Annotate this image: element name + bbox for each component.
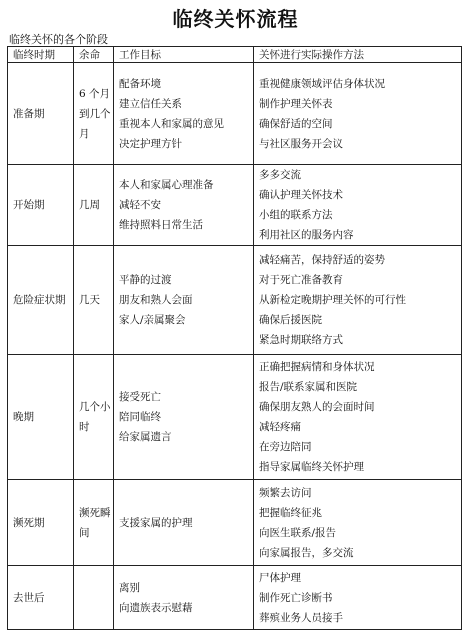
method-item: 确保后援医院 bbox=[259, 314, 322, 326]
method-item: 确保朋友熟人的会面时间 bbox=[259, 401, 375, 413]
method-item: 指导家属临终关怀护理 bbox=[259, 461, 364, 473]
header-work-goal: 工作目标 bbox=[114, 47, 254, 63]
method-item: 制作护理关怀表 bbox=[259, 97, 333, 110]
method-cell bbox=[254, 165, 462, 246]
table-row bbox=[8, 165, 462, 246]
life-text: 时 bbox=[79, 421, 90, 433]
life-text: 月 bbox=[79, 127, 90, 140]
method-item: 确保舒适的空间 bbox=[259, 117, 333, 130]
method-item: 小组的联系方法 bbox=[259, 209, 333, 221]
life-text: 6 个月 bbox=[79, 87, 111, 100]
goal-item: 朋友和熟人会面 bbox=[119, 294, 193, 306]
life-cell bbox=[74, 566, 114, 630]
method-item: 向家属报告，多交流 bbox=[259, 546, 354, 559]
period-label: 危险症状期 bbox=[13, 294, 66, 306]
method-item: 向医生联系/报告 bbox=[259, 526, 337, 539]
table-row bbox=[8, 63, 462, 165]
goal-item: 给家属遗言 bbox=[119, 431, 172, 443]
life-text: 几周 bbox=[79, 199, 100, 211]
method-cell bbox=[254, 246, 462, 355]
method-item: 减轻疼痛 bbox=[259, 421, 301, 433]
method-item: 制作死亡诊断书 bbox=[259, 591, 333, 604]
method-item: 减轻痛苦，保持舒适的姿势 bbox=[259, 254, 385, 266]
method-item: 紧急时期联络方式 bbox=[259, 334, 343, 346]
period-cell bbox=[8, 63, 74, 165]
period-cell bbox=[8, 566, 74, 630]
life-cell bbox=[74, 480, 114, 566]
period-cell bbox=[8, 355, 74, 480]
method-item: 利用社区的服务内容 bbox=[259, 229, 354, 241]
table-row bbox=[8, 480, 462, 566]
method-item: 多多交流 bbox=[259, 169, 301, 181]
goal-item: 向遗族表示慰藉 bbox=[119, 601, 193, 614]
goal-cell bbox=[114, 566, 254, 630]
goal-item: 建立信任关系 bbox=[119, 97, 182, 110]
page-title: 临终关怀流程 bbox=[172, 7, 299, 31]
hospice-stages-table bbox=[7, 46, 462, 630]
header-care-method: 关怀进行实际操作方法 bbox=[254, 47, 462, 63]
life-text: 濒死瞬 bbox=[79, 506, 111, 519]
life-text: 几天 bbox=[79, 294, 100, 306]
period-cell bbox=[8, 480, 74, 566]
table-row bbox=[8, 246, 462, 355]
method-item: 在旁边陪同 bbox=[259, 441, 312, 453]
method-item: 与社区服务开会议 bbox=[259, 137, 343, 150]
method-item: 从新检定晚期护理关怀的可行性 bbox=[259, 294, 406, 306]
header-period: 临终时期 bbox=[8, 47, 74, 63]
method-item: 频繁去访问 bbox=[259, 486, 312, 499]
goal-cell bbox=[114, 63, 254, 165]
period-cell bbox=[8, 165, 74, 246]
table-caption: 临终关怀的各个阶段 bbox=[9, 33, 108, 46]
goal-item: 离别 bbox=[119, 581, 140, 594]
goal-item: 平静的过渡 bbox=[119, 274, 172, 286]
goal-cell bbox=[114, 246, 254, 355]
life-cell bbox=[74, 355, 114, 480]
goal-item: 配备环境 bbox=[119, 77, 161, 90]
method-item: 正确把握病情和身体状况 bbox=[259, 361, 375, 373]
life-text: 间 bbox=[79, 526, 90, 539]
goal-item: 决定护理方针 bbox=[119, 137, 182, 150]
method-item: 对于死亡准备教育 bbox=[259, 274, 343, 286]
method-item: 葬殡业务人员接手 bbox=[259, 611, 343, 624]
goal-cell bbox=[114, 480, 254, 566]
table-row bbox=[8, 355, 462, 480]
method-item: 确认护理关怀技术 bbox=[259, 189, 343, 201]
goal-item: 本人和家属心理准备 bbox=[119, 179, 214, 191]
period-cell bbox=[8, 246, 74, 355]
method-item: 重视健康领域评估身体状况 bbox=[259, 77, 385, 90]
goal-item: 陪同临终 bbox=[119, 411, 161, 423]
goal-item: 减轻不安 bbox=[119, 199, 161, 211]
method-cell bbox=[254, 566, 462, 630]
method-item: 尸体护理 bbox=[259, 571, 301, 584]
method-item: 报告/联系家属和医院 bbox=[259, 381, 358, 393]
goal-item: 家人/亲属聚会 bbox=[119, 314, 186, 326]
method-cell bbox=[254, 355, 462, 480]
table-header-row bbox=[8, 47, 462, 63]
life-cell bbox=[74, 63, 114, 165]
goal-cell bbox=[114, 355, 254, 480]
life-text: 几个小 bbox=[79, 401, 111, 413]
goal-item: 接受死亡 bbox=[119, 391, 161, 403]
goal-item: 维持照料日常生活 bbox=[119, 219, 203, 231]
life-cell bbox=[74, 246, 114, 355]
method-cell bbox=[254, 63, 462, 165]
period-label: 晚期 bbox=[13, 411, 34, 423]
goal-item: 重视本人和家属的意见 bbox=[119, 117, 224, 130]
table-row bbox=[8, 566, 462, 630]
goal-item: 支援家属的护理 bbox=[119, 516, 193, 529]
period-label: 濒死期 bbox=[13, 516, 45, 529]
period-label: 去世后 bbox=[13, 591, 45, 604]
method-cell bbox=[254, 480, 462, 566]
life-text: 到几个 bbox=[79, 107, 111, 120]
period-label: 开始期 bbox=[13, 199, 45, 211]
header-life-expectancy: 余命 bbox=[74, 47, 114, 63]
life-cell bbox=[74, 165, 114, 246]
goal-cell bbox=[114, 165, 254, 246]
period-label: 准备期 bbox=[13, 107, 45, 120]
method-item: 把握临终征兆 bbox=[259, 506, 322, 519]
